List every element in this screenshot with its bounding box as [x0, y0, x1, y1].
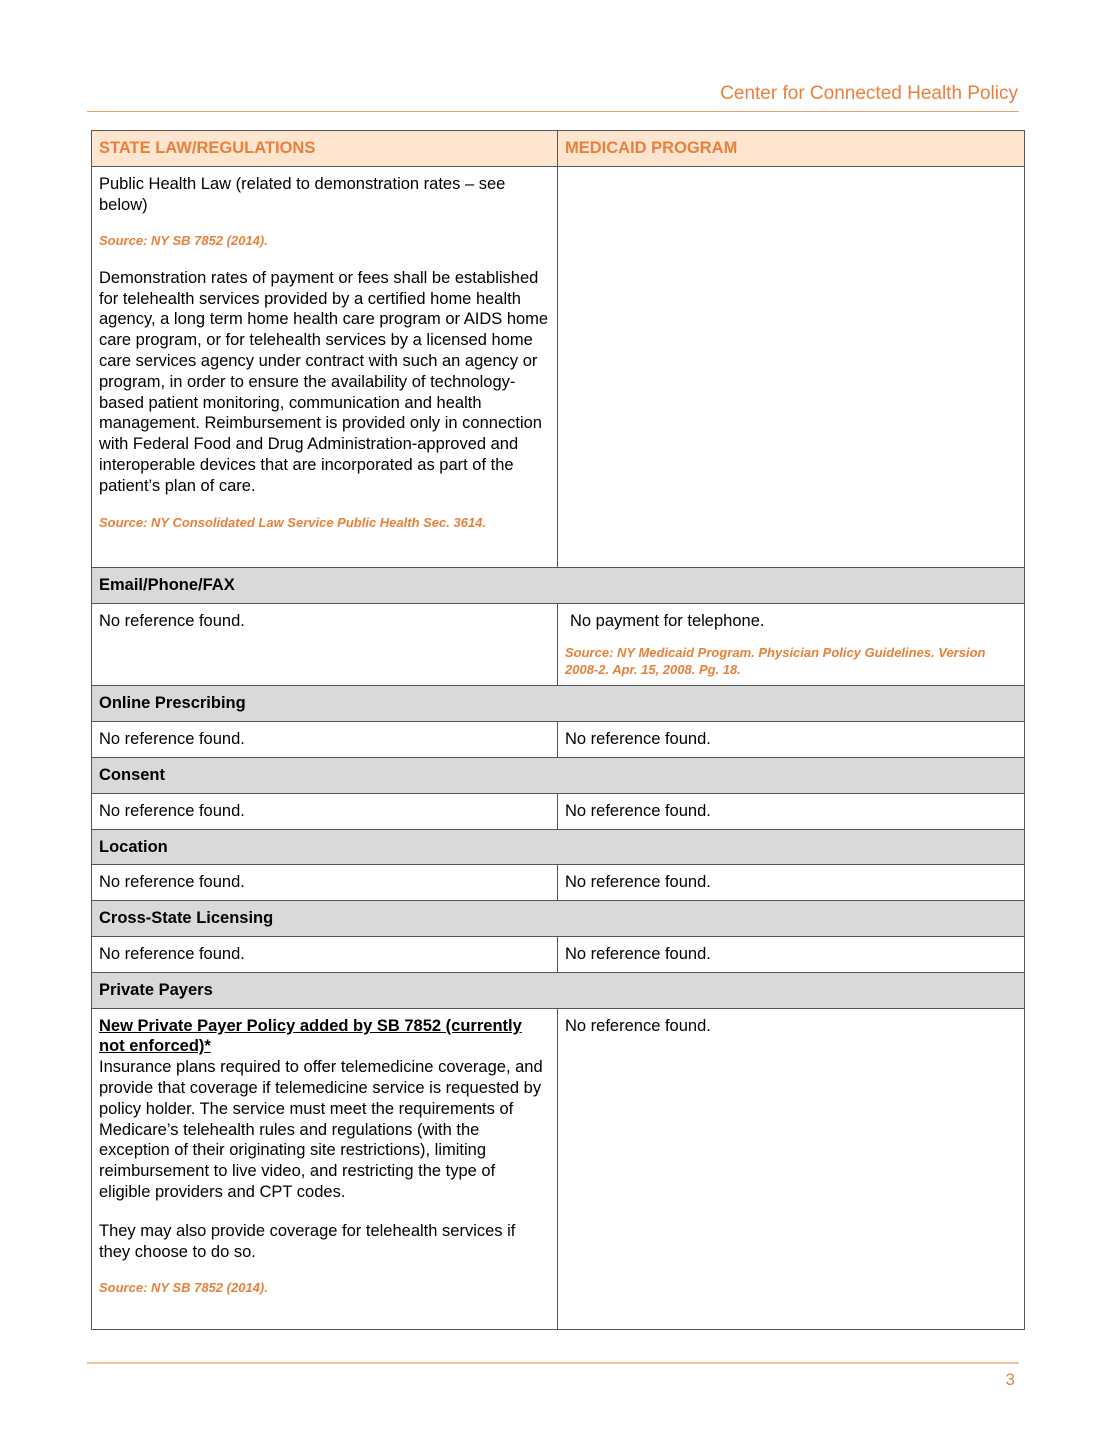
- table-row: [92, 603, 1025, 686]
- demonstration-rates-text: Demonstration rates of payment or fees shall be established for telehealth services provided by a certified home health agency, a long term home health care program or AIDS home care program, or for telehealth services by a licensed home care services agency under contract with such an agency or program, in order to ensure the availability of technology-based patient monitoring, communication and health management. Reimbursement is provided only in connection with Federal Food and Drug Administration-approved and interoperable devices that are incorporated as part of the patient’s plan of care.: [99, 268, 549, 495]
- table-row: [92, 793, 1025, 829]
- table-row: [92, 936, 1025, 972]
- medicaid-cell: No reference found.: [558, 722, 1025, 758]
- state-law-cell: [92, 1008, 558, 1329]
- medicaid-cell: No reference found.: [558, 865, 1025, 901]
- private-payer-optional-text: They may also provide coverage for telehealth services if they choose to do so.: [99, 1221, 516, 1261]
- medicaid-cell: No reference found.: [558, 793, 1025, 829]
- table-row: [92, 166, 1025, 567]
- medicaid-cell: No reference found.: [558, 1008, 1025, 1329]
- state-law-cell: No reference found.: [92, 722, 558, 758]
- private-payer-policy-text: Insurance plans required to offer telemedicine coverage, and provide that coverage if telemedicine service is requested by policy holder. The service must meet the requirements of Medicare’s telehealth rules and regulations (with the exception of their originating site restrictions), limiting reimbursement to live video, and restricting the type of eligible providers and CPT codes.: [99, 1058, 543, 1201]
- state-law-cell: [92, 166, 558, 567]
- medicaid-cell: No reference found.: [558, 936, 1025, 972]
- medicaid-text: No payment for telephone.: [570, 611, 765, 630]
- source-citation: Source: NY Consolidated Law Service Public Health Sec. 3614.: [99, 514, 487, 530]
- medicaid-cell: [558, 603, 1025, 686]
- state-law-cell: No reference found.: [92, 936, 558, 972]
- public-health-law-line: Public Health Law (related to demonstration rates – see below): [99, 174, 506, 214]
- state-law-cell: No reference found.: [92, 603, 558, 686]
- table-header-row: [92, 131, 1025, 167]
- section-title: Location: [92, 829, 1025, 865]
- section-row-private-payers: [92, 972, 1025, 1008]
- medicaid-cell: [558, 166, 1025, 567]
- table-row: [92, 865, 1025, 901]
- section-title: Cross-State Licensing: [92, 901, 1025, 937]
- section-row-location: [92, 829, 1025, 865]
- section-title: Online Prescribing: [92, 686, 1025, 722]
- page-number: 3: [1005, 1370, 1015, 1389]
- state-law-cell: No reference found.: [92, 865, 558, 901]
- section-row-cross-state-licensing: [92, 901, 1025, 937]
- section-title: Consent: [92, 757, 1025, 793]
- column-header-medicaid: MEDICAID PROGRAM: [558, 131, 1025, 167]
- section-row-online-prescribing: [92, 686, 1025, 722]
- table-row: [92, 722, 1025, 758]
- state-law-cell: No reference found.: [92, 793, 558, 829]
- policy-table: [91, 130, 1025, 1330]
- section-row-consent: [92, 757, 1025, 793]
- section-title: Private Payers: [92, 972, 1025, 1008]
- source-citation: Source: NY SB 7852 (2014).: [99, 1280, 268, 1296]
- header-divider: [87, 111, 1019, 112]
- source-citation: Source: NY SB 7852 (2014).: [99, 233, 268, 249]
- private-payer-policy-heading: New Private Payer Policy added by SB 7852 (currently not enforced)*: [99, 1016, 522, 1056]
- column-header-state-law: STATE LAW/REGULATIONS: [92, 131, 558, 167]
- document-header-title: Center for Connected Health Policy: [720, 83, 1018, 104]
- footer-divider: [87, 1362, 1019, 1364]
- section-row-email-phone-fax: [92, 567, 1025, 603]
- table-row: [92, 1008, 1025, 1329]
- source-citation: Source: NY Medicaid Program. Physician Policy Guidelines. Version 2008-2. Apr. 15, 2008. Pg. 18.: [565, 645, 986, 677]
- section-title: Email/Phone/FAX: [92, 567, 1025, 603]
